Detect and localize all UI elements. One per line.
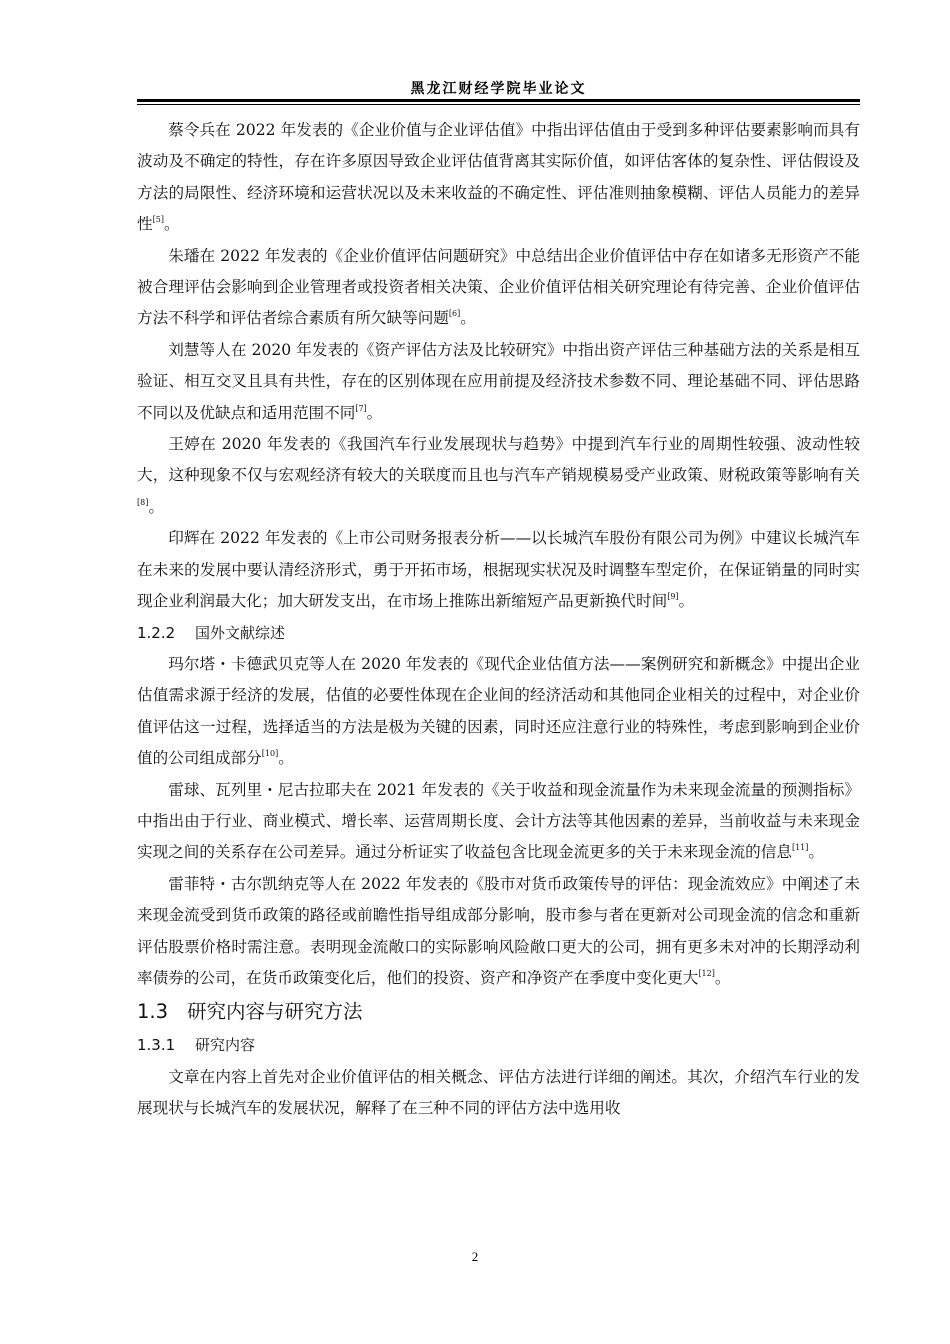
running-header: 黑龙江财经学院毕业论文 <box>410 81 587 97</box>
page-body <box>137 115 860 1125</box>
paragraph-zhu: 朱璠在 2022 年发表的《企业价值评估问题研究》中总结出企业价值评估中存在如诸多无形资产不能被合理评估会影响到企业管理者或投资者相关决策、企业价值评估相关研究理论有待完善、企业价值评估方法不科学和评估者综合素质有所欠缺等问题[6]。 <box>137 246 860 328</box>
section-heading-1-2-2: 1.2.2 国外文献综述 <box>137 623 286 642</box>
page-number: 2 <box>471 1249 479 1264</box>
citation: [7] <box>355 403 367 413</box>
paragraph-cai: 蔡令兵在 2022 年发表的《企业价值与企业评估值》中指出评估值由于受到多种评估要素影响而具有波动及不确定的特性，存在许多原因导致企业评估值背离其实际价值，如评估客体的复杂性、评估假设及方法的局限性、经济环境和运营状况以及未来收益的不确定性、评估准则抽象模糊、评估人员能力的差异性[5]。 <box>137 121 860 234</box>
paragraph-research-content: 文章在内容上首先对企业价值评估的相关概念、评估方法进行详细的阐述。其次，介绍汽车行业的发展现状与长城汽车的发展状况，解释了在三种不同的评估方法中选用收 <box>137 1067 860 1118</box>
paragraph-wang: 王婷在 2020 年发表的《我国汽车行业发展现状与趋势》中提到汽车行业的周期性较强、波动性较大，这种现象不仅与宏观经济有较大的关联度而且也与汽车产销规模易受产业政策、财税政策等影响有关[8]。 <box>137 435 860 516</box>
citation: [11] <box>791 843 809 853</box>
paragraph-kadlubek: 玛尔塔・卡德武贝克等人在 2020 年发表的《现代企业估值方法——案例研究和新概念》中提出企业估值需求源于经济的发展，估值的必要性体现在企业间的经济活动和其他同企业相关的过程中，对企业价值评估这一过程，选择适当的方法是极为关键的因素，同时还应注意行业的特殊性，考虑到影响到企业价值的公司组成部分[10]。 <box>137 654 860 768</box>
header-rule-thin <box>137 104 860 105</box>
section-heading-1-3-1: 1.3.1 研究内容 <box>137 1036 256 1055</box>
paragraph-lei: 雷球、瓦列里・尼古拉耶夫在 2021 年发表的《关于收益和现金流量作为未来现金流量的预测指标》中指出由于行业、商业模式、增长率、运营周期长度、会计方法等其他因素的差异，当前收益与未来现金实现之间的关系存在公司差异。通过分析证实了收益包含比现金流更多的关于未来现金流的信息[11]。 <box>137 780 860 862</box>
citation: [9] <box>667 592 679 602</box>
section-heading-1-3: 1.3 研究内容与研究方法 <box>137 1000 363 1024</box>
citation: [6] <box>448 309 461 319</box>
header-rule-thick <box>137 99 860 102</box>
paragraph-yin: 印辉在 2022 年发表的《上市公司财务报表分析——以长城汽车股份有限公司为例》中建议长城汽车在未来的发展中要认清经济形式，勇于开拓市场，根据现实状况及时调整车型定价，在保证销量的同时实现企业利润最大化；加大研发支出，在市场上推陈出新缩短产品更新换代时间[9]。 <box>137 529 860 611</box>
paragraph-liu: 刘慧等人在 2020 年发表的《资产评估方法及比较研究》中指出资产评估三种基础方法的关系是相互验证、相互交叉且具有共性，存在的区别体现在应用前提及经济技术参数不同、理论基础不同、评估思路不同以及优缺点和适用范围不同[7]。 <box>137 340 860 422</box>
citation: [5] <box>152 215 164 225</box>
citation: [12] <box>698 968 715 978</box>
citation: [8] <box>137 497 149 507</box>
paragraph-gurkaynak: 雷菲特・古尔凯纳克等人在 2022 年发表的《股市对货币政策传导的评估：现金流效应》中阐述了未来现金流受到货币政策的路径或前瞻性指导组成部分影响，股市参与者在更新对公司现金流的信念和重新评估股票价格时需注意。表明现金流敞口的实际影响风险敞口更大的公司，拥有更多未对冲的长期浮动利率债券的公司，在货币政策变化后，他们的投资、资产和净资产在季度中变化更大[12]。 <box>137 874 860 987</box>
citation: [10] <box>261 749 279 759</box>
